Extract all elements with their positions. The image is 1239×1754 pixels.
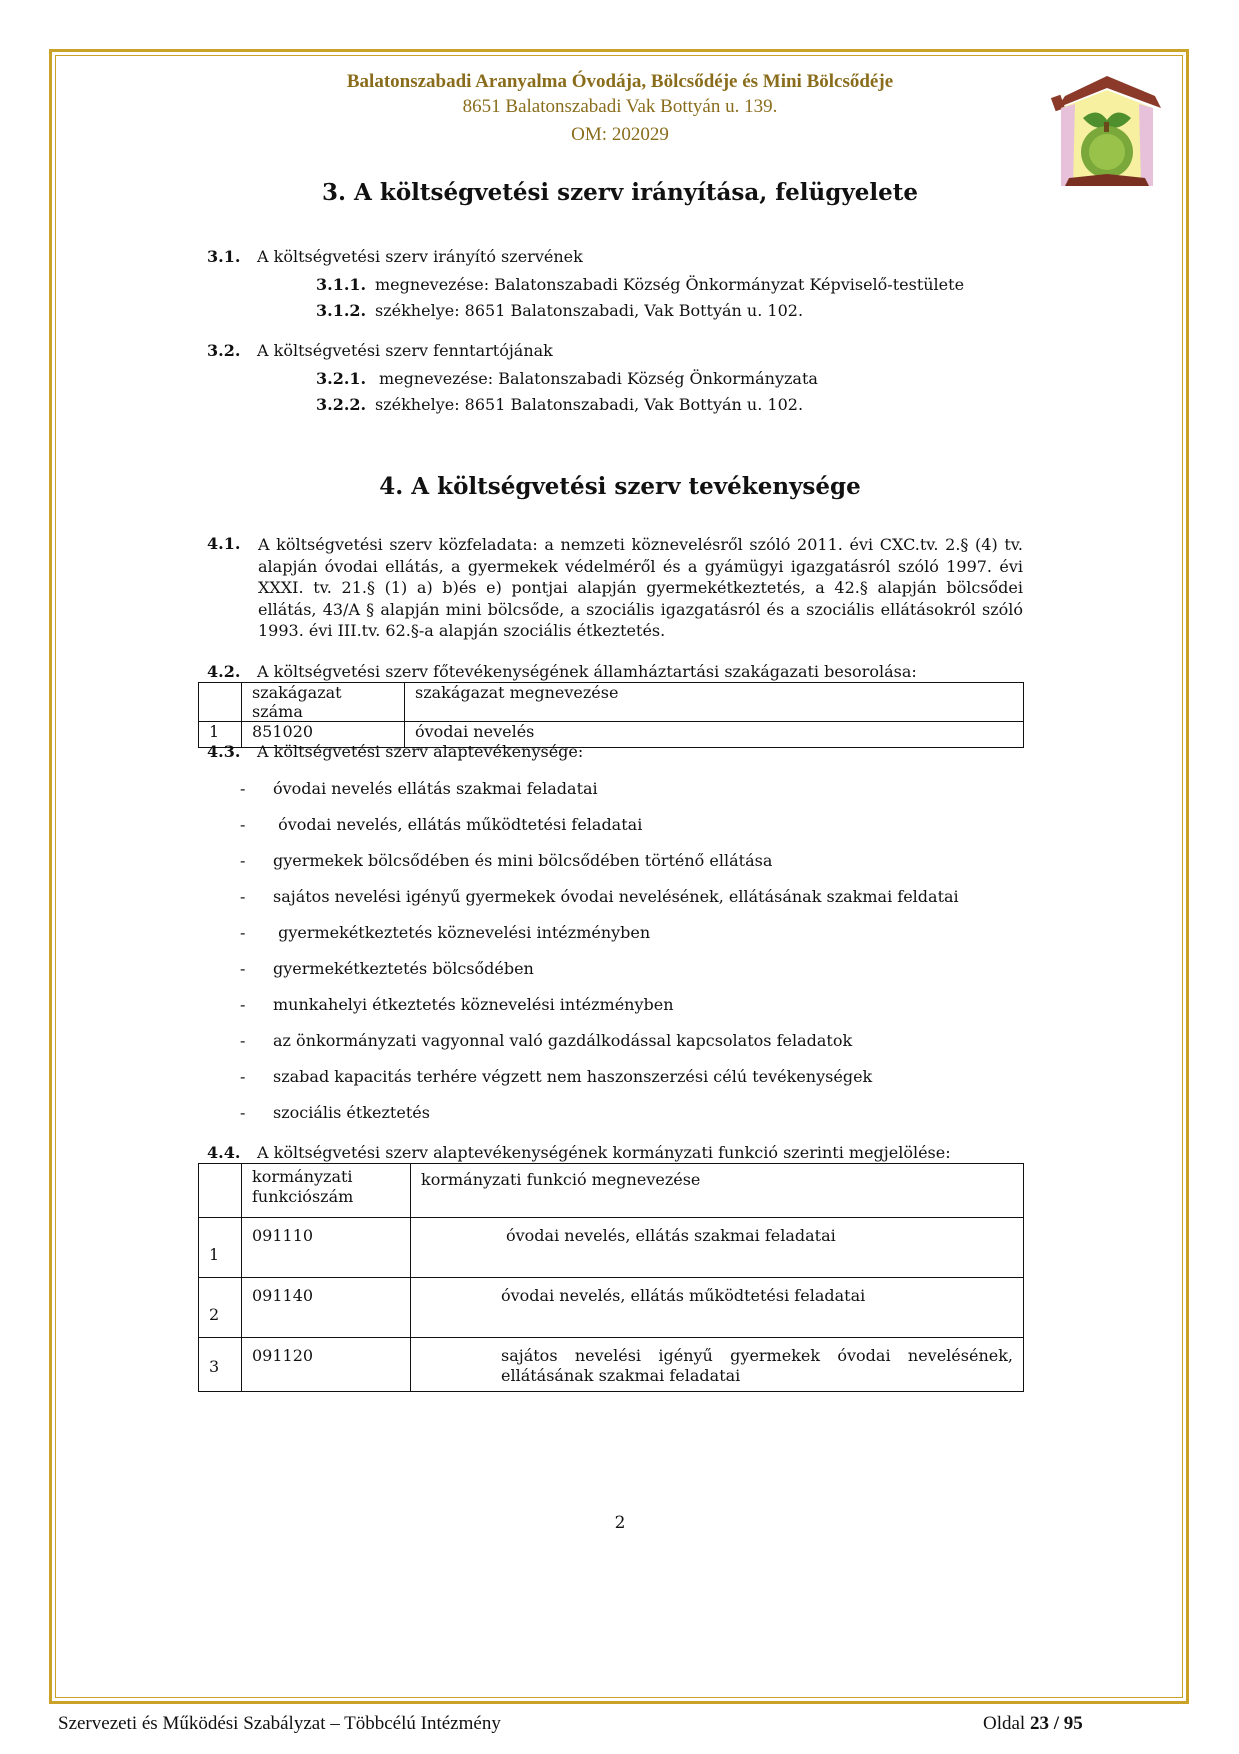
item-4-4-label: A költségvetési szerv alaptevékenységének kormányzati funkció szerinti megjelölése:: [257, 1143, 951, 1162]
item-3-1-label: A költségvetési szerv irányító szervének: [257, 247, 583, 266]
table-header-cell: kormányzati funkció megnevezése: [411, 1164, 1024, 1218]
list-item: - gyermekétkeztetés bölcsődében: [240, 959, 534, 978]
footer-title: Szervezeti és Működési Szabályzat – Többcélú Intézmény: [58, 1713, 501, 1734]
item-3-2-2-number: 3.2.2.: [316, 395, 367, 414]
table-header-row: [199, 683, 1024, 722]
item-4-4-number: 4.4.: [207, 1143, 241, 1162]
table-cell: óvodai nevelés, ellátás szakmai feladatai: [411, 1218, 1024, 1278]
item-3-2-number: 3.2.: [207, 341, 241, 360]
table-header-row: [199, 1164, 1024, 1218]
table-cell: óvodai nevelés: [405, 722, 1024, 748]
footer-page-counter: [983, 1713, 1083, 1735]
item-4-1-text: A költségvetési szerv közfeladata: a nemzeti köznevelésről szóló 2011. évi CXC.tv. 2.§ (4) tv. alapján óvodai ellátás, a gyermekek védelméről és a gyámügyi igazgatásról szóló 1997. évi XXXI. tv. 21.§ (1) a) b)és e) pontjai alapján gyermekétkeztetés, a 42.§ alapján bölcsődei ellátás, 43/A § alapján mini bölcsőde, a szociális igazgatásról és a szociális ellátásokról szóló 1993. évi III.tv. 62.§-a alapján szociális étkeztetés.: [258, 535, 1023, 640]
item-3-2-label: A költségvetési szerv fenntartójának: [257, 341, 553, 360]
table-row: [199, 1278, 1024, 1338]
item-3-1-1-number: 3.1.1.: [316, 275, 367, 294]
list-item: - szociális étkeztetés: [240, 1103, 430, 1122]
government-function-table: [198, 1163, 1024, 1392]
item-3-1-2-number: 3.1.2.: [316, 301, 367, 320]
page-number: 2: [614, 1513, 626, 1533]
house-apple-logo-icon: [1045, 74, 1170, 196]
institution-address: 8651 Balatonszabadi Vak Bottyán u. 139.: [462, 96, 778, 117]
item-3-1-2: [316, 301, 803, 320]
list-item: - sajátos nevelési igényű gyermekek óvodai nevelésének, ellátásának szakmai feldatai: [240, 887, 959, 906]
table-row: [199, 1218, 1024, 1278]
table-cell: 091120: [242, 1338, 411, 1392]
footer-page-current: 23: [1029, 1713, 1049, 1734]
section-3-heading: 3. A költségvetési szerv irányítása, felügyelete: [322, 179, 918, 206]
item-4-3-label: A költségvetési szerv alaptevékenysége:: [257, 742, 584, 761]
item-3-2-2-text: székhelye: 8651 Balatonszabadi, Vak Bottyán u. 102.: [375, 395, 804, 414]
item-3-2: [207, 341, 553, 360]
list-item: - óvodai nevelés, ellátás működtetési feladatai: [240, 815, 643, 834]
section-4-heading: 4. A költségvetési szerv tevékenysége: [379, 473, 861, 500]
item-4-3: [207, 742, 583, 761]
footer-page-total: 95: [1063, 1713, 1083, 1734]
item-4-4: [207, 1143, 951, 1162]
footer-page-separator: /: [1053, 1713, 1059, 1734]
item-4-2: [207, 662, 917, 681]
institution-om: OM: 202029: [571, 124, 669, 145]
list-item: - gyermekek bölcsődében és mini bölcsődében történő ellátása: [240, 851, 773, 870]
table-header-cell: [199, 683, 242, 722]
item-3-2-1-text: megnevezése: Balatonszabadi Község Önkormányzata: [379, 369, 818, 388]
table-cell: 2: [199, 1278, 242, 1338]
list-item: - munkahelyi étkeztetés köznevelési intézményben: [240, 995, 674, 1014]
table-cell: 3: [199, 1338, 242, 1392]
item-3-2-1-number: 3.2.1.: [316, 369, 367, 388]
table-cell: 091110: [242, 1218, 411, 1278]
item-3-1: [207, 247, 583, 266]
list-item: - óvodai nevelés ellátás szakmai feladatai: [240, 779, 598, 798]
table-header-cell: [199, 1164, 242, 1218]
list-item: - az önkormányzati vagyonnal való gazdálkodással kapcsolatos feladatok: [240, 1031, 853, 1050]
table-cell: 091140: [242, 1278, 411, 1338]
item-4-1-number: 4.1.: [207, 534, 241, 553]
item-3-2-2: [316, 395, 803, 414]
item-4-3-number: 4.3.: [207, 742, 241, 761]
table-row: [199, 1338, 1024, 1392]
item-3-1-number: 3.1.: [207, 247, 241, 266]
institution-name: Balatonszabadi Aranyalma Óvodája, Bölcsődéje és Mini Bölcsődéje: [346, 71, 894, 92]
item-3-1-2-text: székhelye: 8651 Balatonszabadi, Vak Bottyán u. 102.: [375, 301, 804, 320]
item-4-2-number: 4.2.: [207, 662, 241, 681]
table-cell: sajátos nevelési igényű gyermekek óvodai nevelésének, ellátásának szakmai feladatai: [411, 1338, 1024, 1392]
table-cell: óvodai nevelés, ellátás működtetési feladatai: [411, 1278, 1024, 1338]
table-header-cell: kormányzati funkciószám: [242, 1164, 411, 1218]
item-4-2-label: A költségvetési szerv főtevékenységének államháztartási szakágazati besorolása:: [257, 662, 917, 681]
table-header-cell: szakágazat megnevezése: [405, 683, 1024, 722]
table-cell: 1: [199, 722, 242, 748]
sector-classification-table: [198, 682, 1024, 748]
item-3-1-1: [316, 275, 964, 294]
footer-page-label: Oldal: [983, 1713, 1026, 1734]
item-3-1-1-text: megnevezése: Balatonszabadi Község Önkormányzat Képviselő-testülete: [375, 275, 965, 294]
list-item: - szabad kapacitás terhére végzett nem haszonszerzési célú tevékenységek: [240, 1067, 873, 1086]
table-cell: 1: [199, 1218, 242, 1278]
table-cell: 851020: [242, 722, 405, 748]
list-item: - gyermekétkeztetés köznevelési intézményben: [240, 923, 651, 942]
table-header-cell: szakágazat száma: [242, 683, 405, 722]
item-3-2-1: [316, 369, 818, 388]
